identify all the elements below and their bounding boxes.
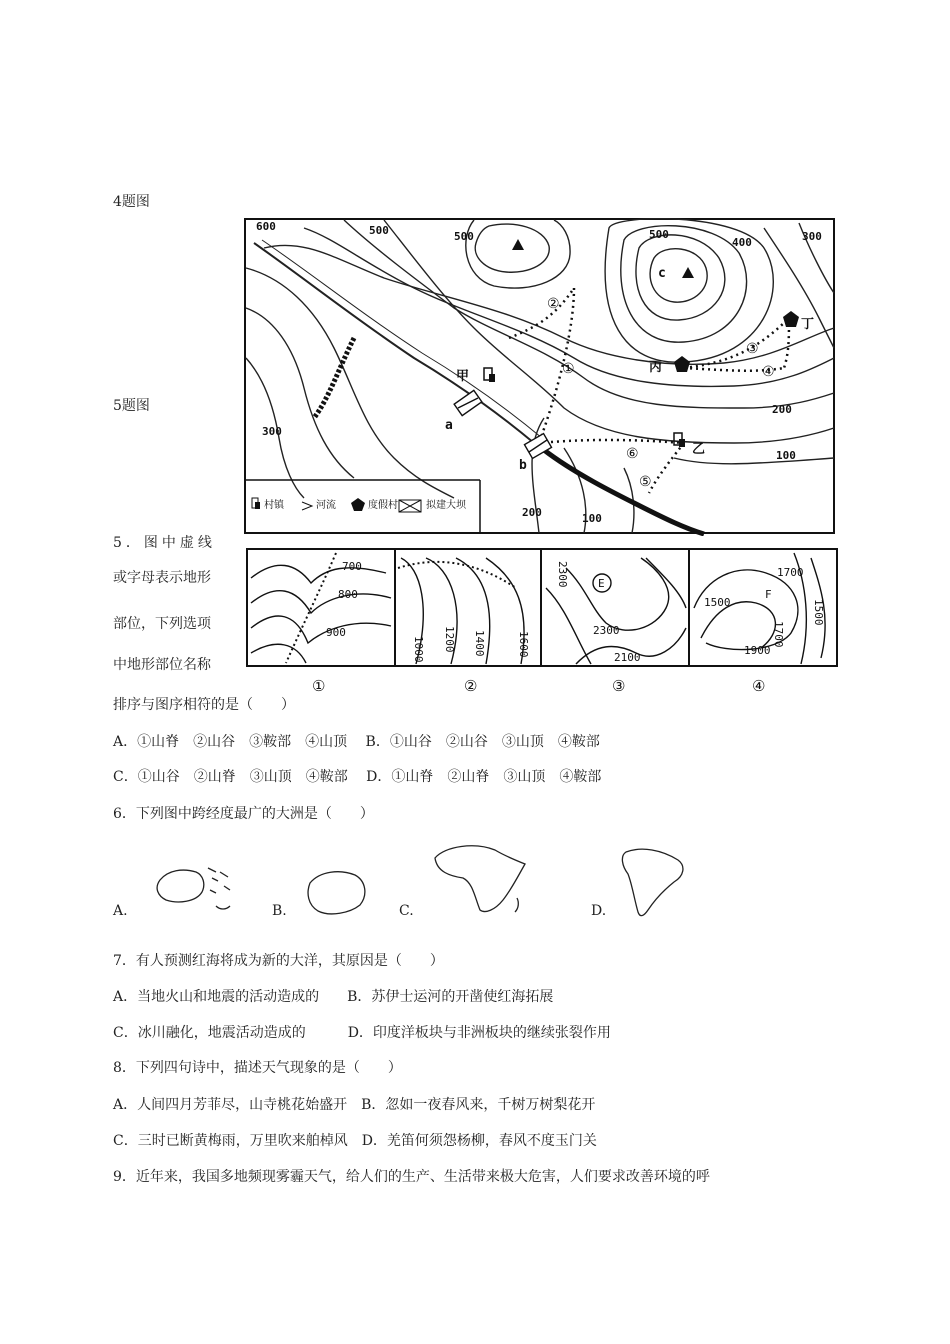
route-label: ② bbox=[547, 296, 560, 312]
contour-label: 500 bbox=[369, 224, 389, 237]
point-label-b: b bbox=[519, 458, 527, 473]
point-label-yi: 乙 bbox=[692, 442, 706, 457]
q7-stem: 7．有人预测红海将成为新的大洋，其原因是（ ） bbox=[113, 953, 444, 969]
point-label-c: c bbox=[658, 266, 666, 281]
q6-continent-antarctica-icon bbox=[300, 865, 372, 920]
q5-panel-3-label: 2300 bbox=[593, 624, 620, 637]
q6-option-a-label: A. bbox=[113, 903, 128, 919]
q7-options-line-1: A．当地火山和地震的活动造成的 B．苏伊士运河的开凿使红海拓展 bbox=[113, 989, 554, 1005]
contour-label: 500 bbox=[649, 228, 669, 241]
q5-stem-line-2: 或字母表示地形 bbox=[113, 570, 211, 586]
q5-contour-panels bbox=[246, 548, 840, 698]
contour-label: 300 bbox=[262, 425, 282, 438]
q5-panel-4-label: 1700 bbox=[772, 621, 785, 648]
q5-panel-4-label: 1700 bbox=[777, 566, 804, 579]
q5-panel-number: ① bbox=[312, 677, 326, 695]
contour-label: 100 bbox=[776, 449, 796, 462]
legend-label-dam: 拟建大坝 bbox=[426, 500, 466, 511]
legend-label-village: 村镇 bbox=[264, 500, 284, 511]
contour-label: 600 bbox=[256, 220, 276, 233]
route-label: ⑥ bbox=[626, 446, 639, 462]
contour-label: 200 bbox=[772, 403, 792, 416]
q5-panel-4-label: F bbox=[765, 588, 772, 601]
q5-panel-1-label: 900 bbox=[326, 626, 346, 639]
q5-stem-line-1: 5．图中虚线 bbox=[113, 535, 216, 551]
q5-panel-3-label: E bbox=[598, 577, 605, 590]
q5-panel-1-label: 800 bbox=[338, 588, 358, 601]
q7-options-line-2: C．冰川融化，地震活动造成的 D．印度洋板块与非洲板块的继续张裂作用 bbox=[113, 1025, 611, 1041]
q5-panel-1-label: 700 bbox=[342, 560, 362, 573]
q5-panel-2-label: 1200 bbox=[443, 626, 456, 653]
q5-options-line-2: C．①山谷 ②山脊 ③山顶 ④鞍部 D．①山脊 ②山脊 ③山顶 ④鞍部 bbox=[113, 769, 602, 785]
q6-continent-oceania-icon bbox=[148, 860, 240, 920]
contour-label: 300 bbox=[802, 230, 822, 243]
q5-panel-4-label: 1500 bbox=[704, 596, 731, 609]
q5-panel-2-label: 1000 bbox=[412, 636, 425, 663]
point-label-jia: 甲 bbox=[456, 369, 470, 384]
figure-4-caption: 4题图 bbox=[113, 194, 150, 210]
topographic-map bbox=[244, 218, 837, 536]
legend-label-resort: 度假村 bbox=[368, 500, 398, 511]
q5-panel-3-label: 2100 bbox=[614, 651, 641, 664]
contour-label: 100 bbox=[582, 512, 602, 525]
q5-options-line-1: A．①山脊 ②山谷 ③鞍部 ④山顶 B．①山谷 ②山谷 ③山顶 ④鞍部 bbox=[113, 734, 600, 750]
q5-panel-number: ③ bbox=[612, 677, 626, 695]
route-label: ① bbox=[562, 361, 575, 377]
q9-stem: 9．近年来，我国多地频现雾霾天气，给人们的生产、生活带来极大危害，人们要求改善环境的呼 bbox=[113, 1169, 710, 1185]
q8-options-line-2: C．三时已断黄梅雨，万里吹来舶棹风 D．羌笛何须怨杨柳，春风不度玉门关 bbox=[113, 1133, 597, 1149]
q5-panel-number: ② bbox=[464, 677, 478, 695]
q5-panel-3-label: 2300 bbox=[556, 561, 569, 588]
q8-stem: 8．下列四句诗中，描述天气现象的是（ ） bbox=[113, 1060, 402, 1076]
q5-panel-4-label: 1900 bbox=[744, 644, 771, 657]
q6-continent-south-america-icon bbox=[612, 842, 692, 922]
q6-option-d-label: D. bbox=[591, 903, 607, 919]
q5-panel-number: ④ bbox=[752, 677, 766, 695]
q5-stem-line-5: 排序与图序相符的是（ ） bbox=[113, 697, 295, 713]
q6-option-c-label: C. bbox=[399, 903, 414, 919]
q6-stem: 6．下列图中跨经度最广的大洲是（ ） bbox=[113, 806, 374, 822]
point-label-a: a bbox=[445, 418, 453, 433]
q5-panel-2-label: 1400 bbox=[473, 630, 486, 657]
contour-label: 500 bbox=[454, 230, 474, 243]
point-label-ding: 丁 bbox=[801, 317, 815, 332]
route-label: ④ bbox=[762, 364, 775, 380]
route-label: ③ bbox=[746, 341, 759, 357]
contour-label: 400 bbox=[732, 236, 752, 249]
contour-label: 200 bbox=[522, 506, 542, 519]
q5-panel-2-label: 1600 bbox=[517, 631, 530, 658]
legend-label-river: 河流 bbox=[316, 500, 336, 511]
route-label: ⑤ bbox=[639, 474, 652, 490]
q5-panel-4-label: 1500 bbox=[812, 599, 825, 626]
q5-stem-line-3: 部位，下列选项 bbox=[113, 616, 211, 632]
q6-option-b-label: B. bbox=[272, 903, 287, 919]
point-label-bing: 丙 bbox=[649, 360, 663, 375]
figure-5-caption: 5题图 bbox=[113, 398, 150, 414]
q5-stem-line-4: 中地形部位名称 bbox=[113, 657, 211, 673]
q6-continent-africa-icon bbox=[425, 838, 535, 918]
q8-options-line-1: A．人间四月芳菲尽，山寺桃花始盛开 B．忽如一夜春风来，千树万树梨花开 bbox=[113, 1097, 596, 1113]
